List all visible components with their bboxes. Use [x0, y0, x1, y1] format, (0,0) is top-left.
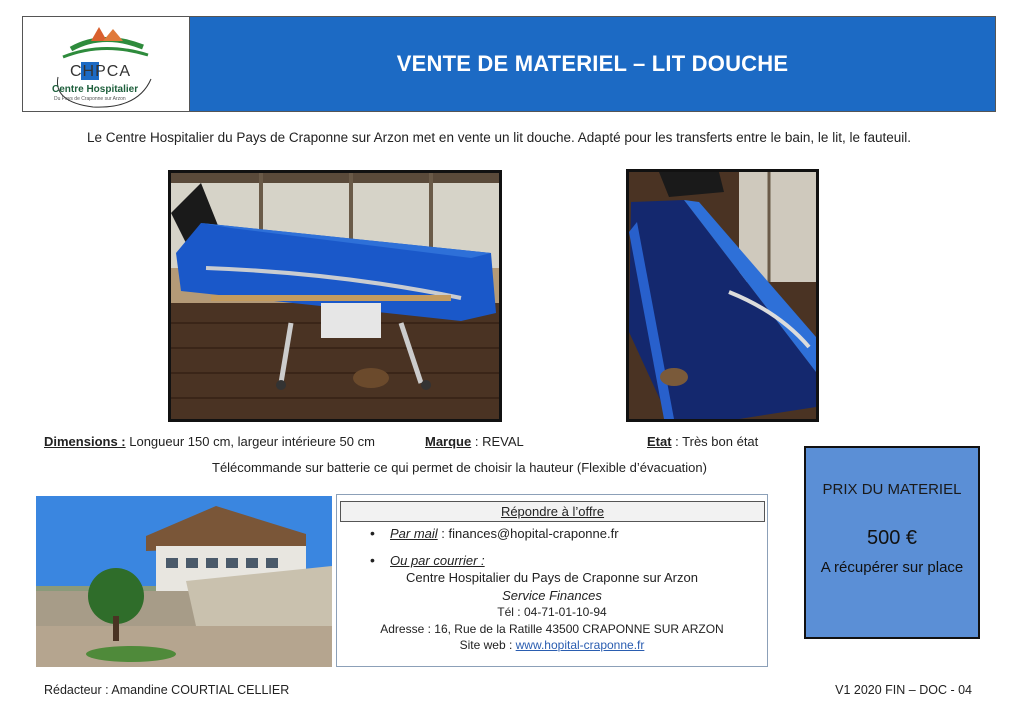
address: Adresse : 16, Rue de la Ratille 43500 CRAPONNE SUR ARZON	[380, 622, 724, 636]
website-label: Site web :	[459, 638, 516, 652]
brand-label: Marque	[425, 434, 472, 449]
brand-value: : REVAL	[471, 434, 524, 449]
mail-label: Par mail	[390, 526, 438, 541]
service-name: Service Finances	[502, 588, 602, 603]
phone: Tél : 04-71-01-10-94	[497, 605, 607, 619]
page-title: VENTE DE MATERIEL – LIT DOUCHE	[396, 51, 789, 76]
price-title: PRIX DU MATERIEL	[822, 481, 962, 498]
post-label: Ou par courrier :	[390, 553, 485, 568]
website-link[interactable]: www.hopital-craponne.fr	[515, 638, 645, 652]
hospital-building-photo	[36, 496, 332, 667]
bullet-icon: •	[370, 552, 375, 568]
state-label: Etat	[647, 434, 672, 449]
post-item	[370, 552, 485, 568]
dimensions-spec	[44, 434, 375, 449]
shower-bed-photo-top	[626, 169, 819, 422]
logo-tagline: Du Pays de Craponne sur Arzon	[54, 96, 126, 102]
logo-name: Centre Hospitalier	[52, 84, 139, 95]
org-name: Centre Hospitalier du Pays de Craponne sur Arzon	[406, 570, 698, 585]
footer-author: Rédacteur : Amandine COURTIAL CELLIER	[44, 683, 290, 697]
remote-note: Télécommande sur batterie ce qui permet de choisir la hauteur (Flexible d’évacuation)	[212, 460, 707, 475]
offer-heading: Répondre à l’offre	[340, 501, 765, 522]
shower-bed-photo-side	[168, 170, 502, 422]
bullet-icon: •	[370, 525, 375, 541]
state-spec	[647, 434, 758, 449]
logo-brand: CHPCA	[70, 63, 132, 80]
dimensions-value: Longueur 150 cm, largeur intérieure 50 cm	[125, 434, 375, 449]
price-amount: 500 €	[866, 527, 918, 549]
footer-version: V1 2020 FIN – DOC - 04	[835, 683, 972, 697]
intro-text: Le Centre Hospitalier du Pays de Craponne sur Arzon met en vente un lit douche. Adapté pour les transferts entre le bain, le lit, le fauteuil.	[87, 130, 911, 145]
dimensions-label: Dimensions :	[44, 434, 126, 449]
mail-item	[370, 525, 619, 541]
website-line	[336, 638, 768, 652]
title-banner	[190, 16, 996, 112]
brand-spec	[425, 434, 524, 449]
mail-value[interactable]: : finances@hopital-craponne.fr	[437, 526, 619, 541]
state-value: : Très bon état	[671, 434, 759, 449]
price-note: A récupérer sur place	[820, 559, 964, 576]
